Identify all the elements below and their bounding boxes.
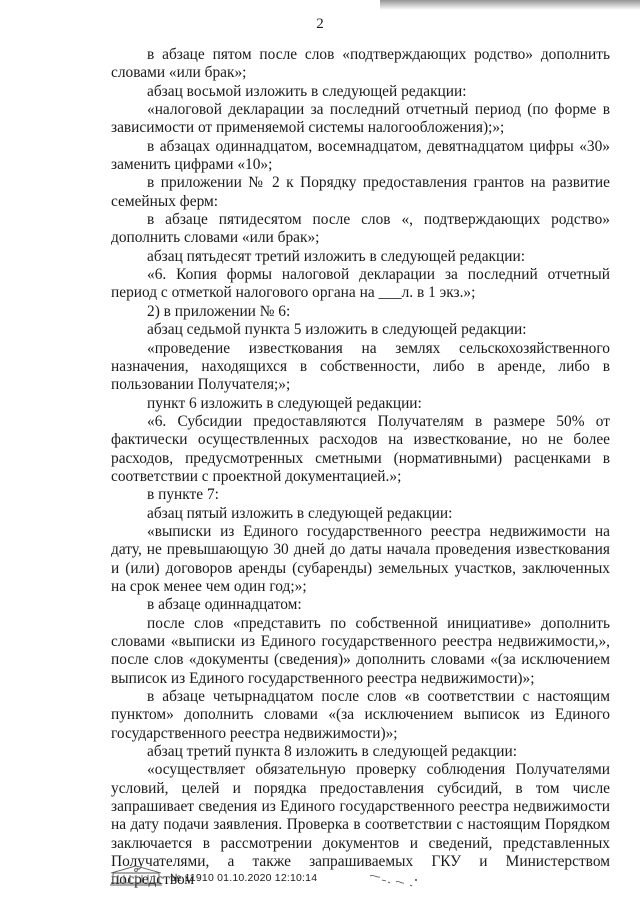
paragraph: в абзаце пятом после слов «подтверждающих родство» дополнить словами «или брак»; xyxy=(111,46,610,82)
paragraph: «проведение известкования на землях сельскохозяйственного назначения, находящихся в собственности, либо в аренде, либо в пользовании Получателя;»; xyxy=(111,339,610,394)
paragraph: «осуществляет обязательную проверку соблюдения Получателями условий, целей и порядка предоставления субсидий, в том числе запрашивает сведения из Единого государственного реестра недвижимости на дату подачи заявления. Проверка в соответствии с настоящим Порядком заключается в рассмотрении документов и сведений, представленных Получателями, а также запрашиваемых ГКУ и Министерством посредством xyxy=(111,761,610,889)
document-body xyxy=(111,46,610,890)
paragraph: абзац седьмой пункта 5 изложить в следующей редакции: xyxy=(147,321,527,339)
scan-edge-shadow xyxy=(380,0,640,10)
paragraph: 2) в приложении № 6: xyxy=(147,302,291,320)
paragraph: «6. Субсидии предоставляются Получателям в размере 50% от фактически осуществленных расходов на известкование, но не более расходов, предусмотренных сметными (нормативными) расценками в соответствии с проектной документацией.»; xyxy=(111,412,610,485)
paragraph: абзац третий пункта 8 изложить в следующей редакции: xyxy=(147,743,517,761)
paragraph: в абзаце одиннадцатом: xyxy=(147,596,302,614)
paragraph: в приложении № 2 к Порядку предоставления грантов на развитие семейных ферм: xyxy=(111,174,610,210)
paragraph: «налоговой декларации за последний отчетный период (по форме в зависимости от применяемой системы налогообложения);»; xyxy=(111,101,610,137)
paragraph: в пункте 7: xyxy=(147,486,219,504)
paragraph: после слов «представить по собственной инициативе» дополнить словами «выписки из Единого государственного реестра недвижимости,», после слов «документы (сведения)» дополнить словами «(за исключением выписок из Единого государственного реестра недвижимости)»; xyxy=(111,614,610,687)
paragraph: абзац восьмой изложить в следующей редакции: xyxy=(147,82,467,100)
paragraph: «выписки из Единого государственного реестра недвижимости на дату, не превышающую 30 дней до даты начала проведения известкования и (или) договоров аренды (субаренды) земельных участков, заключенных на срок менее чем один год;»; xyxy=(111,522,610,595)
paragraph: в абзацах одиннадцатом, восемнадцатом, девятнадцатом цифры «30» заменить цифрами «10»; xyxy=(111,137,610,174)
building-stamp-icon xyxy=(108,862,164,886)
paragraph: абзац пятьдесят третий изложить в следующей редакции: xyxy=(147,247,525,265)
document-registration-number: № 11910 01.10.2020 12:10:14 xyxy=(170,872,318,884)
page-number: 2 xyxy=(316,16,324,32)
footer xyxy=(108,862,608,892)
paragraph: абзац пятый изложить в следующей редакции: xyxy=(147,504,453,522)
paragraph: в абзаце пятидесятом после слов «, подтверждающих родство» дополнить словами «или брак»; xyxy=(111,211,610,247)
paragraph: пункт 6 изложить в следующей редакции: xyxy=(147,394,422,412)
signature-mark-icon xyxy=(366,868,426,890)
paragraph: «6. Копия формы налоговой декларации за последний отчетный период с отметкой налогового органа на ___л. в 1 экз.»; xyxy=(111,266,610,302)
paragraph: в абзаце четырнадцатом после слов «в соответствии с настоящим пунктом» дополнить словами «(за исключением выписок из Единого государственного реестра недвижимости)»; xyxy=(111,688,610,742)
